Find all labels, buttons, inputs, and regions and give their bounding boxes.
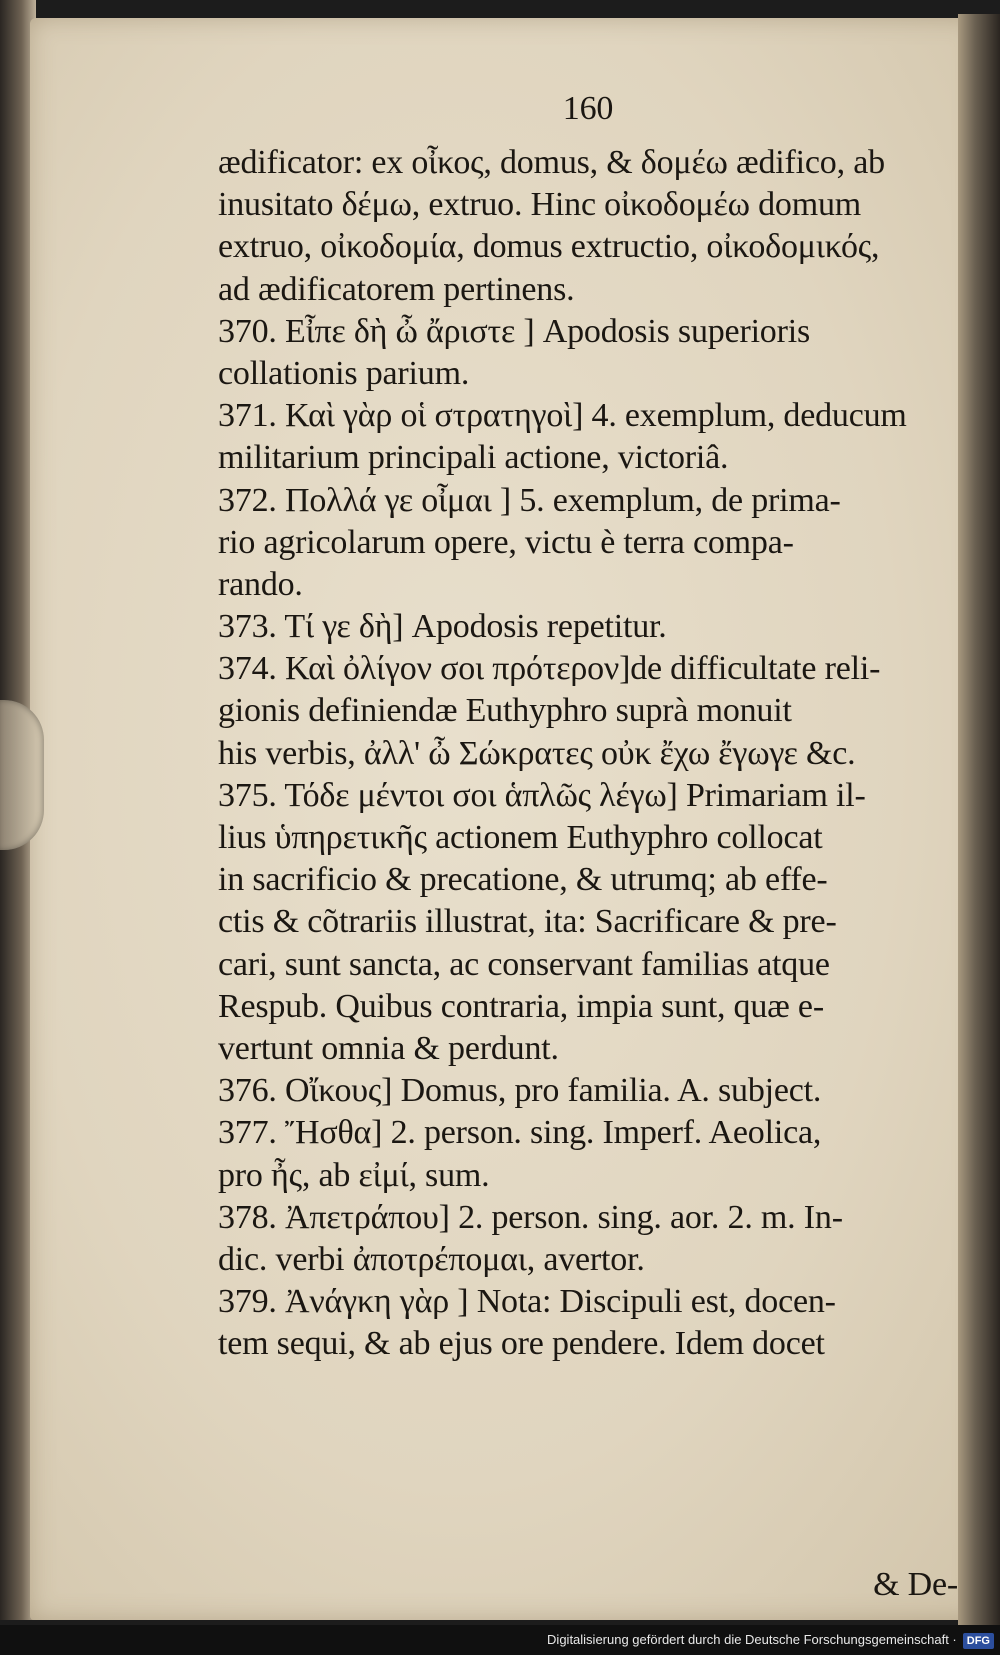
text-line: 375. Τόδε μέντοι σοι ἁπλῶς λέγω] Primariam il- (218, 776, 866, 814)
text-line: pro ἦς, ab εἰμί, sum. (218, 1156, 490, 1194)
text-line: Respub. Quibus contraria, impia sunt, quæ e- (218, 987, 824, 1025)
text-line: collationis parium. (218, 354, 470, 392)
page-gutter (958, 14, 1000, 1626)
text-line: 379. Ἀνάγκη γὰρ ] Nota: Discipuli est, docen- (218, 1283, 836, 1321)
text-line: tem sequi, & ab ejus ore pendere. Idem docet (218, 1325, 825, 1363)
text-line: ctis & cõtrariis illustrat, ita: Sacrificare & pre- (218, 903, 837, 941)
text-line: 378. Ἀπετράπου] 2. person. sing. aor. 2. m. In- (218, 1198, 843, 1236)
text-line: 374. Καὶ ὀλίγον σοι πρότερον]de difficultate reli- (218, 650, 881, 688)
text-line: his verbis, ἀλλ' ὦ Σώκρατες οὐκ ἔχω ἔγωγε &c. (218, 734, 856, 772)
footer-credit: Digitalisierung gefördert durch die Deutsche Forschungsgemeinschaft · (547, 1632, 957, 1647)
text-line: rando. (218, 565, 303, 603)
text-line: ad ædificatorem pertinens. (218, 270, 575, 308)
text-line: rio agricolarum opere, victu è terra compa- (218, 523, 794, 561)
text-line: 370. Εἶπε δὴ ὦ ἄριστε ] Apodosis superioris (218, 312, 811, 350)
page-clip (0, 700, 44, 850)
text-line: lius ὑπηρετικῆς actionem Euthyphro collocat (218, 819, 823, 856)
page-number: 160 (562, 90, 614, 127)
text-line: extruo, οἰκοδομία, domus extructio, οἰκοδομικός, (218, 228, 880, 266)
text-line: militarium principali actione, victoriâ. (218, 439, 729, 477)
catchword: & De- (873, 1566, 958, 1603)
text-line: 371. Καὶ γὰρ οἱ στρατηγοὶ] 4. exemplum, deducum (218, 397, 907, 435)
text-line: inusitato δέμω, extruo. Hinc οἰκοδομέω domum (218, 186, 861, 224)
text-line: 376. Οἴκους] Domus, pro familia. A. subject. (218, 1072, 822, 1110)
text-line: 372. Πολλά γε οἶμαι ] 5. exemplum, de prima- (218, 481, 841, 519)
text-line: in sacrificio & precatione, & utrumq; ab effe- (218, 861, 828, 899)
digitization-footer (0, 1625, 1000, 1655)
text-line: 377. Ἤσθα] 2. person. sing. Imperf. Aeolica, (218, 1114, 822, 1152)
text-line: gionis definiendæ Euthyphro suprà monuit (218, 692, 792, 730)
text-line: cari, sunt sancta, ac conservant familias atque (218, 945, 830, 983)
text-line: dic. verbi ἀποτρέπομαι, avertor. (218, 1240, 645, 1278)
text-lines (218, 142, 958, 1365)
text-line: ædificator: ex οἶκος, domus, & δομέω ædifico, ab (218, 144, 885, 181)
text-line: 373. Τί γε δὴ] Apodosis repetitur. (218, 608, 667, 646)
dfg-logo: DFG (963, 1633, 994, 1649)
text-line: vertunt omnia & perdunt. (218, 1029, 559, 1067)
